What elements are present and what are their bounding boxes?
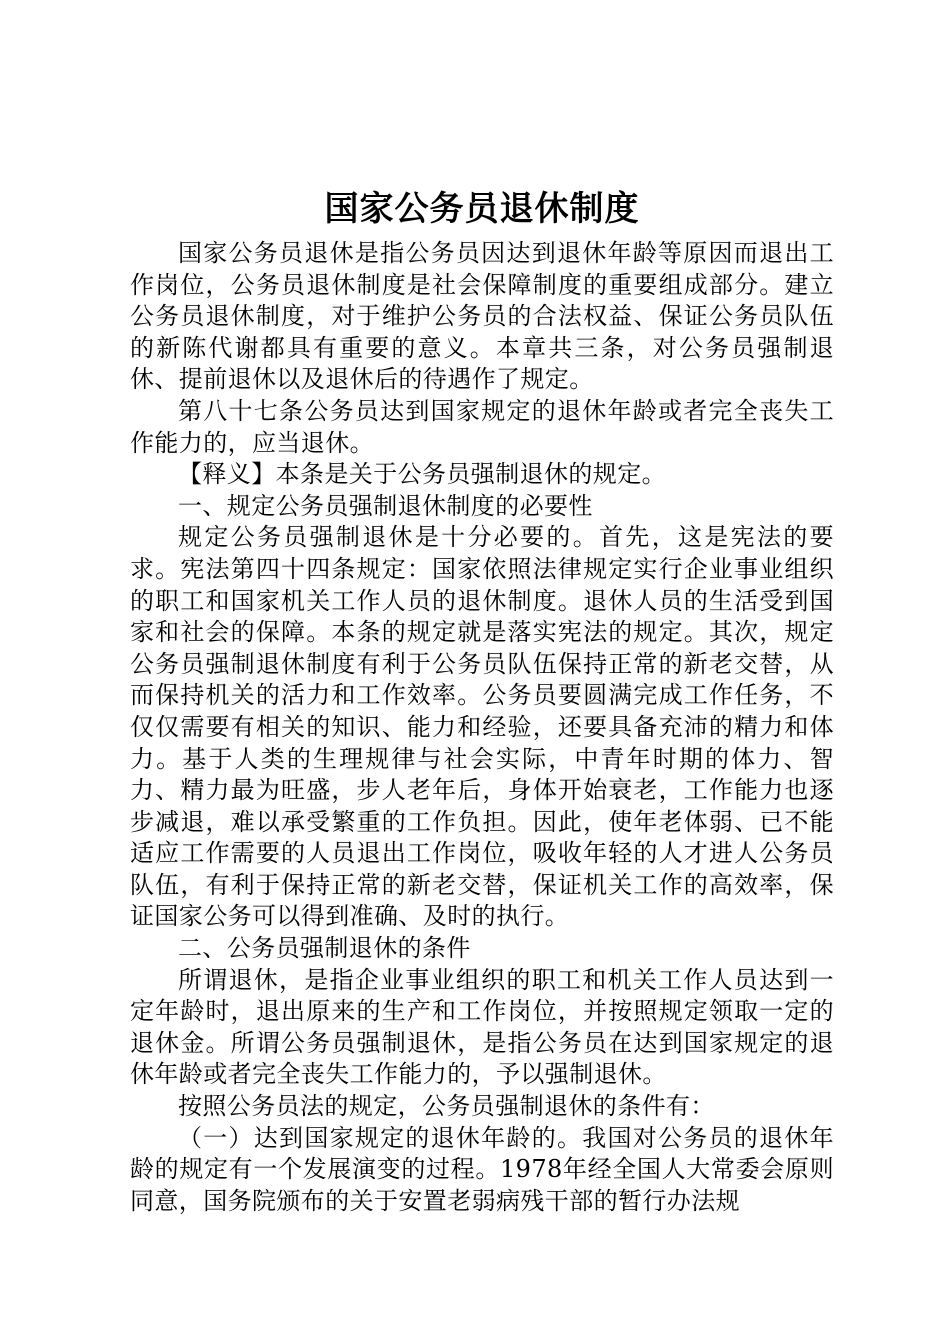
article-87-paragraph: 第八十七条公务员达到国家规定的退休年龄或者完全丧失工作能力的，应当退休。	[130, 396, 834, 457]
section-heading-necessity: 一、规定公务员强制退休制度的必要性	[178, 491, 593, 520]
necessity-paragraph: 规定公务员强制退休是十分必要的。首先，这是宪法的要求。宪法第四十四条规定：国家依照法律规定实行企业事业组织的职工和国家机关工作人员的退休制度。退休人员的生活受到国家和社会的保障。本条的规定就是落实宪法的规定。其次，规定公务员强制退休制度有利于公务员队伍保持正常的新老交替，从而保持机关的活力和工作效率。公务员要圆满完成工作任务，不仅仅需要有相关的知识、能力和经验，还要具备充沛的精力和体力。基于人类的生理规律与社会实际，中青年时期的体力、智力、精力最为旺盛，步人老年后，身体开始衰老，工作能力也逐步减退，难以承受繁重的工作负担。因此，使年老体弱、已不能适应工作需要的人员退出工作岗位，吸收年轻的人才进人公务员队伍，有利于保持正常的新老交替，保证机关工作的高效率，保证国家公务可以得到准确、及时的执行。	[130, 523, 834, 931]
retirement-definition-paragraph: 所谓退休，是指企业事业组织的职工和机关工作人员达到一定年龄时，退出原来的生产和工作岗位，并按照规定领取一定的退休金。所谓公务员强制退休，是指公务员在达到国家规定的退休年龄或者完全丧失工作能力的，予以强制退休。	[130, 965, 834, 1089]
interpretation-paragraph: 【释义】本条是关于公务员强制退休的规定。	[178, 460, 666, 489]
section-heading-conditions: 二、公务员强制退休的条件	[178, 934, 471, 963]
condition-one-paragraph: （一）达到国家规定的退休年龄的。我国对公务员的退休年龄的规定有一个发展演变的过程。1978年经全国人大常委会原则同意，国务院颁布的关于安置老弱病残干部的暂行办法规	[130, 1123, 834, 1215]
intro-paragraph: 国家公务员退休是指公务员因达到退休年龄等原因而退出工作岗位，公务员退休制度是社会保障制度的重要组成部分。建立公务员退休制度，对于维护公务员的合法权益、保证公务员队伍的新陈代谢都具有重要的意义。本章共三条，对公务员强制退休、提前退休以及退休后的待遇作了规定。	[130, 239, 834, 394]
document-title: 国家公务员退休制度	[324, 189, 640, 229]
document-body	[130, 184, 834, 1217]
conditions-intro-paragraph: 按照公务员法的规定，公务员强制退休的条件有：	[178, 1092, 715, 1121]
